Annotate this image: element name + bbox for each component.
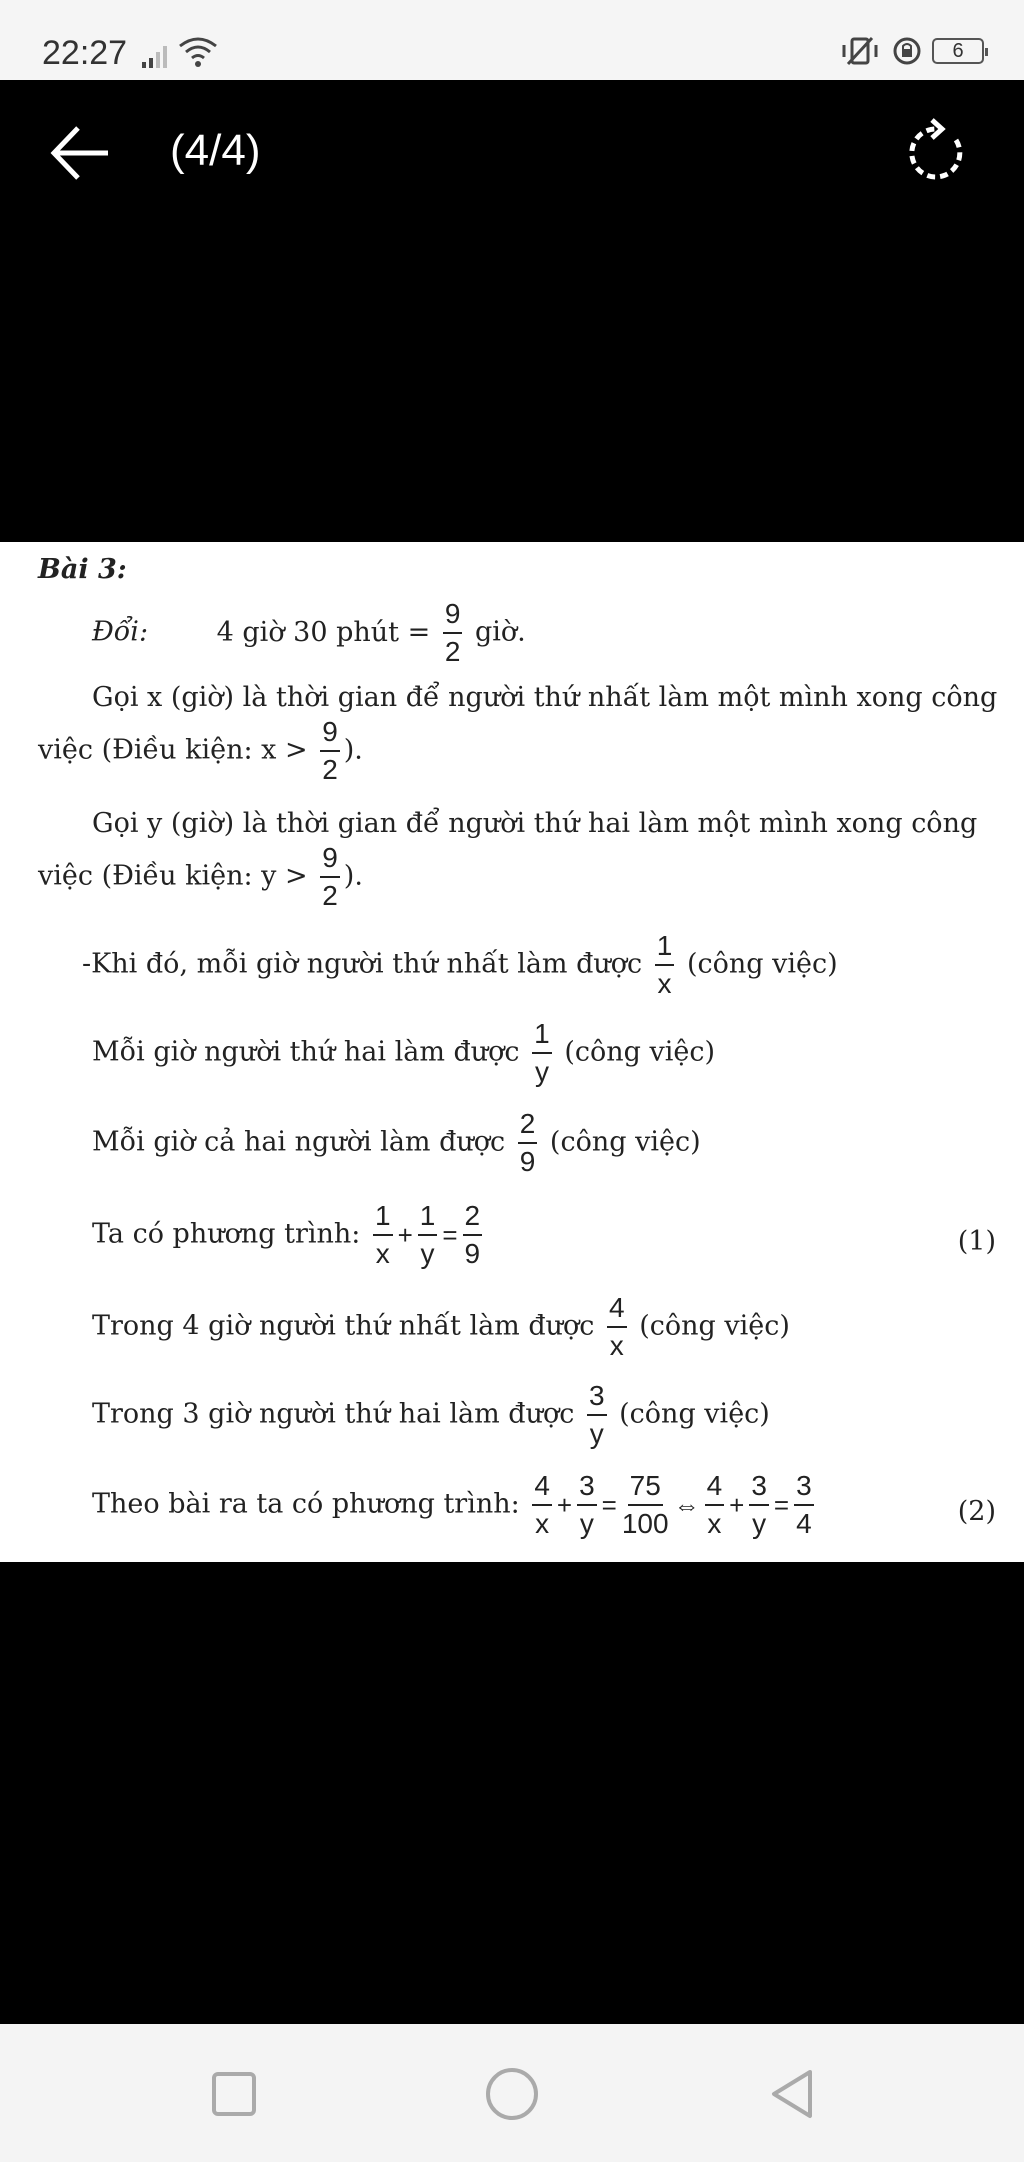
equation-number-2: (2) (957, 1496, 996, 1527)
fraction (463, 1202, 483, 1268)
battery-indicator (932, 38, 984, 64)
fraction (622, 1472, 669, 1538)
fraction (705, 1472, 725, 1538)
rate-both-line (92, 1110, 701, 1176)
vibrate-icon (838, 36, 882, 66)
unit-text: (công việc) (686, 948, 838, 980)
conversion-unit: giờ. (474, 616, 526, 648)
numerator: 4 (705, 1472, 725, 1506)
denominator: x (657, 968, 672, 999)
fraction (749, 1472, 769, 1538)
paragraph-y-line1: Gọi y (giờ) là thời gian để người thứ hai làm một mình xong công (92, 808, 978, 839)
denominator: y (589, 1418, 604, 1449)
unit-text: (công việc) (549, 1126, 701, 1158)
recent-apps-icon[interactable] (204, 2064, 264, 2124)
unit-text: (công việc) (639, 1310, 790, 1342)
fraction (577, 1472, 597, 1538)
status-bar (0, 0, 1024, 80)
denominator: 2 (444, 636, 461, 667)
conversion-line (92, 600, 526, 666)
navigation-bar (0, 2024, 1024, 2162)
fraction (532, 1020, 552, 1086)
fraction (655, 932, 675, 998)
numerator: 1 (655, 932, 675, 966)
line-text: Mỗi giờ người thứ hai làm được (92, 1036, 520, 1068)
numerator: 3 (794, 1472, 814, 1506)
home-icon[interactable] (482, 2064, 542, 2124)
numerator: 9 (320, 844, 340, 878)
equals-sign: = (442, 1219, 458, 1250)
exercise-heading: Bài 3: (38, 554, 127, 585)
denominator: 9 (519, 1146, 536, 1177)
line-text: Ta có phương trình: (92, 1218, 361, 1250)
numerator: 2 (518, 1110, 538, 1144)
conversion-text: 4 giờ 30 phút = (216, 616, 431, 648)
app-bar (0, 80, 1024, 228)
close-paren: ). (343, 860, 363, 892)
conversion-label: Đổi: (92, 616, 149, 648)
denominator: x (609, 1330, 624, 1361)
line-text: Trong 4 giờ người thứ nhất làm được (92, 1310, 595, 1342)
unit-text: (công việc) (564, 1036, 716, 1068)
numerator: 4 (532, 1472, 552, 1506)
denominator: y (534, 1056, 549, 1087)
denominator: 4 (796, 1508, 812, 1539)
back-nav-icon[interactable] (762, 2064, 822, 2124)
numerator: 9 (320, 718, 340, 752)
paragraph-x-line1: Gọi x (giờ) là thời gian để người thứ nhất làm một mình xong công (92, 682, 998, 713)
fraction (518, 1110, 538, 1176)
fraction (587, 1382, 607, 1448)
plus-sign: + (729, 1489, 745, 1520)
denominator: x (375, 1238, 390, 1269)
equals-sign: = (601, 1489, 617, 1520)
unit-text: (công việc) (619, 1398, 770, 1430)
wifi-icon (178, 36, 218, 68)
numerator: 3 (577, 1472, 597, 1506)
rotate-icon[interactable] (902, 118, 972, 188)
equation-number-1: (1) (957, 1226, 996, 1257)
fraction (794, 1472, 814, 1538)
status-time: 22:27 (42, 34, 128, 72)
close-paren: ). (343, 734, 363, 766)
numerator: 3 (749, 1472, 769, 1506)
rate-second-line (92, 1020, 715, 1086)
lock-rotation-icon (892, 36, 922, 66)
line-text: Trong 3 giờ người thứ hai làm được (92, 1398, 575, 1430)
numerator: 1 (418, 1202, 438, 1236)
battery-level: 6 (952, 39, 964, 62)
rate-first-line (82, 932, 838, 998)
condition-y: việc (Điều kiện: y > (38, 860, 308, 892)
signal-icon (142, 44, 172, 68)
fraction (532, 1472, 552, 1538)
denominator: y (752, 1508, 767, 1539)
numerator: 9 (443, 600, 463, 634)
numerator: 75 (628, 1472, 663, 1506)
paragraph-x-line2 (38, 718, 363, 784)
equation-2-line (92, 1472, 818, 1538)
fraction (373, 1202, 393, 1268)
numerator: 2 (463, 1202, 483, 1236)
page-title: (4/4) (170, 126, 261, 175)
fraction (418, 1202, 438, 1268)
work-second-line (92, 1382, 770, 1448)
equals-sign: = (773, 1489, 790, 1520)
denominator: x (707, 1508, 722, 1539)
denominator: 2 (322, 880, 338, 911)
numerator: 3 (587, 1382, 607, 1416)
equation-1-line (92, 1202, 486, 1268)
fraction (607, 1294, 627, 1360)
fraction (320, 844, 340, 910)
denominator: x (535, 1508, 550, 1539)
plus-sign: + (556, 1489, 573, 1520)
paragraph-y-line2 (38, 844, 363, 910)
numerator: 4 (607, 1294, 627, 1328)
fraction (443, 600, 463, 666)
fraction (320, 718, 340, 784)
line-text: -Khi đó, mỗi giờ người thứ nhất làm được (82, 948, 643, 980)
plus-sign: + (397, 1219, 413, 1250)
denominator: y (420, 1238, 435, 1269)
denominator: 2 (322, 754, 338, 785)
iff-sign: ⇔ (673, 1489, 700, 1520)
denominator: 9 (464, 1238, 481, 1269)
back-arrow-icon[interactable] (46, 118, 116, 188)
denominator: 100 (621, 1508, 669, 1539)
condition-x: việc (Điều kiện: x > (38, 734, 308, 766)
work-first-line (92, 1294, 790, 1360)
denominator: y (579, 1508, 594, 1539)
numerator: 1 (373, 1202, 393, 1236)
numerator: 1 (532, 1020, 552, 1054)
line-text: Theo bài ra ta có phương trình: (92, 1488, 520, 1520)
document-image (0, 542, 1024, 1562)
line-text: Mỗi giờ cả hai người làm được (92, 1126, 506, 1158)
